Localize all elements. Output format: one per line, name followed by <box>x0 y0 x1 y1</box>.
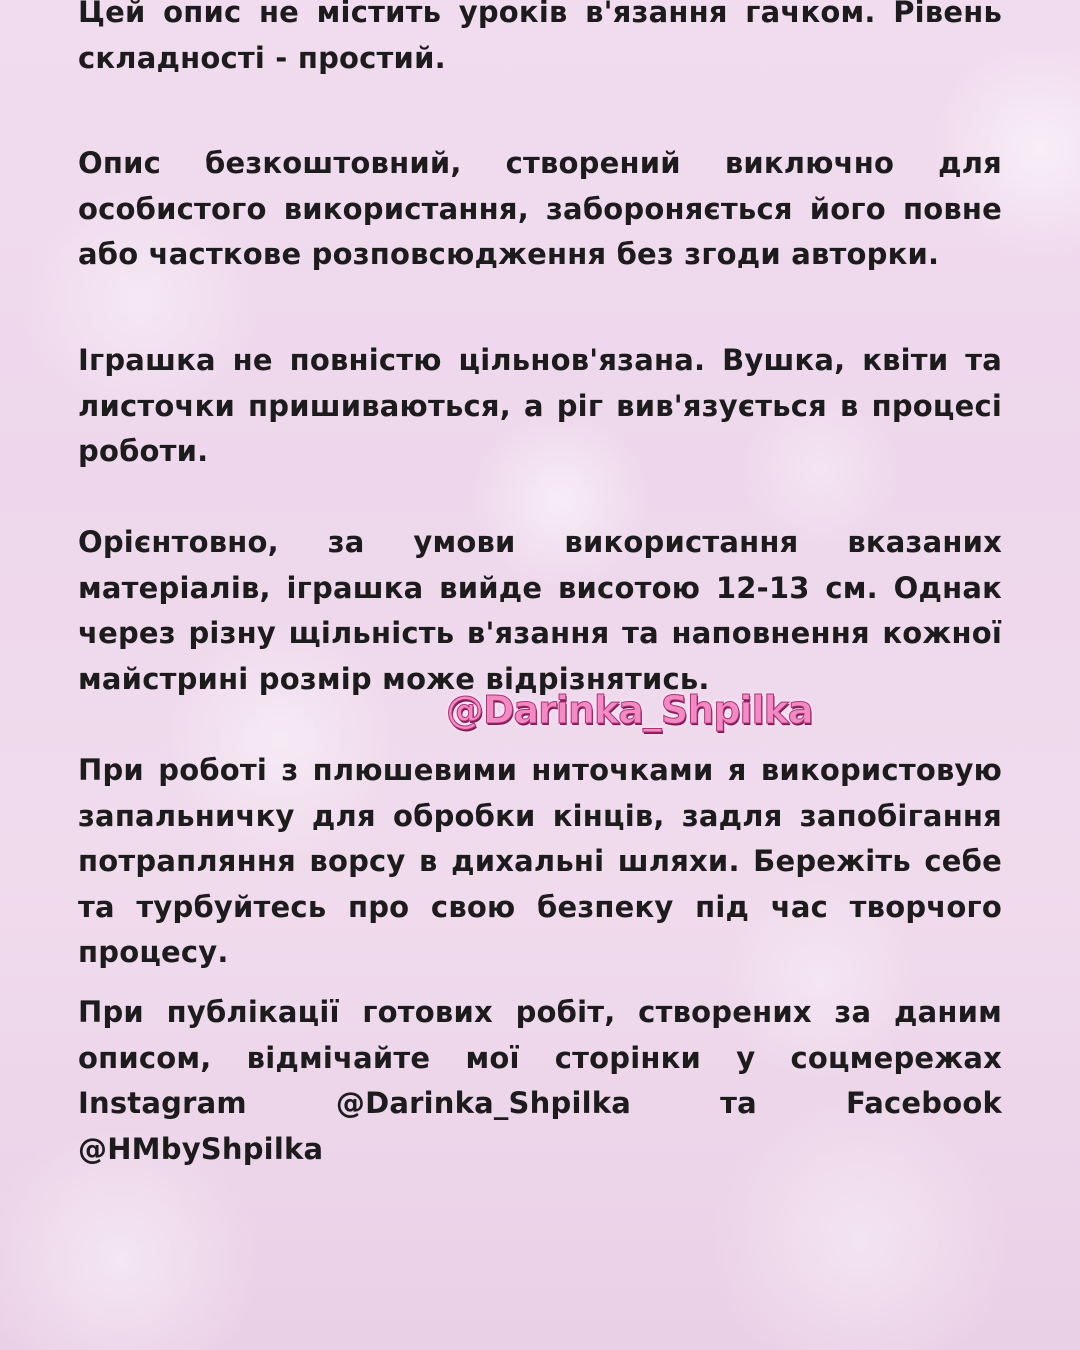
paragraph-assembly-notes: Іграшка не повністю цільнов'язана. Вушка, квіти та листочки пришиваються, а ріг вив'язується в процесі роботи. <box>78 343 1002 468</box>
paragraph-safety-tip: При роботі з плюшевими ниточками я використовую запальничку для обробки кінців, задля запобігання потрапляння ворсу в дихальні шляхи. Бережіть себе та турбуйтесь про свою безпеку під час творчого процесу. <box>78 753 1002 969</box>
paragraph-social-tagging: При публікації готових робіт, створених за даним описом, відмічайте мої сторінки у соцмережах Instagram @Darinka_Shpilka та Facebook @HMbyShpilka <box>78 995 1002 1166</box>
paragraph-difficulty: Цей опис не містить уроків в'язання гачком. Рівень складності - простий. <box>78 0 1002 75</box>
paragraph-free-pattern-notice: Опис безкоштовний, створений виключно для особистого використання, забороняється його повне або часткове розповсюдження без згоди авторки. <box>78 146 1002 271</box>
watermark-handle: @Darinka_Shpilka <box>446 688 813 732</box>
paragraph-toy-size: Орієнтовно, за умови використання вказаних матеріалів, іграшка вийде висотою 12-13 см. Однак через різну щільність в'язання та наповнення кожної майстрині розмір може відрізнятись. <box>78 525 1002 696</box>
